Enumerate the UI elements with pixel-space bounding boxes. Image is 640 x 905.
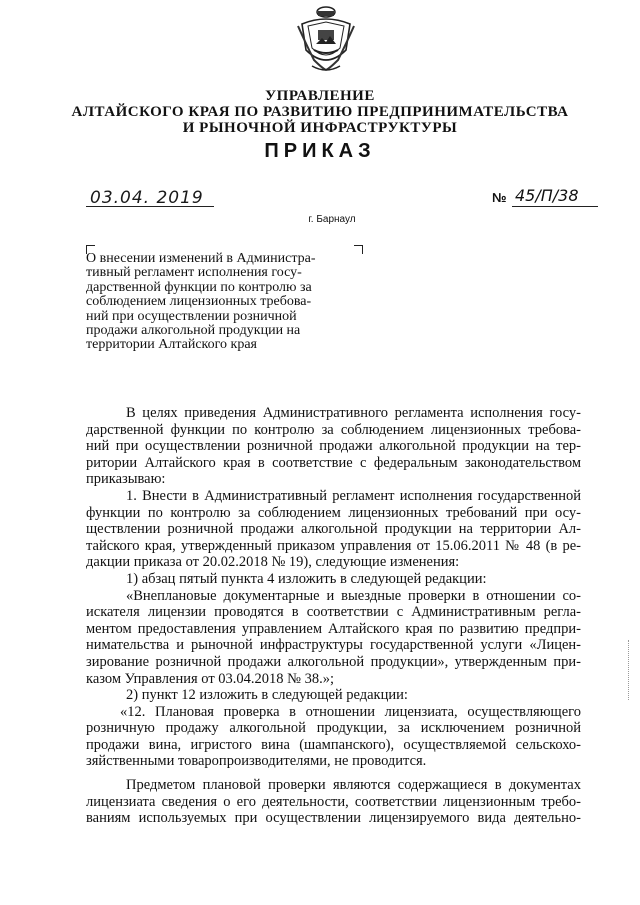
date-underline — [86, 206, 214, 207]
body-line: ваниям используемых при осуществлении лицензируемого вида деятельно- — [86, 810, 581, 827]
document-subject — [86, 252, 362, 353]
body-line: ществлении розничной продажи алкогольной продукции на территории Ал- — [86, 521, 581, 538]
body-line: приказываю: — [86, 471, 166, 488]
body-line: функции по контролю за соблюдением лицензионных требований при осу- — [86, 504, 581, 521]
document-number: 45/П/38 — [515, 186, 579, 205]
subject-line: соблюдением лицензионных требова- — [86, 294, 312, 310]
body-line: ний при осуществлении розничной продажи алкогольной продукции на тер- — [86, 438, 581, 455]
scan-margin-mark — [628, 640, 630, 700]
body-line: Предметом плановой проверки являются содержащиеся в документах — [126, 777, 581, 794]
subject-line: продажи алкогольной продукции на — [86, 323, 301, 339]
subject-line: ний при осуществлении розничной — [86, 308, 297, 324]
org-name-line2: АЛТАЙСКОГО КРАЯ ПО РАЗВИТИЮ ПРЕДПРИНИМАТЕЛЬСТВА — [71, 104, 569, 120]
body-line: «12. Плановая проверка в отношении лицензиата, осуществляющего — [120, 703, 581, 720]
body-line: зирование розничной продажи алкогольной продукции», утвержденным при- — [86, 653, 581, 670]
body-line: розничную продажу алкогольной продукции, за исключением розничной — [86, 720, 581, 737]
coat-of-arms-emblem — [296, 4, 356, 76]
body-line: дарственной функции по контролю за соблюдением лицензионных требова- — [86, 421, 581, 438]
number-label: № — [492, 190, 507, 205]
city-name: г. Барнаул — [308, 214, 356, 225]
body-line: казом Управления от 03.04.2018 № 38.»; — [86, 670, 335, 687]
body-line: нимательства и рыночной инфраструктуры государственной услуги «Лицен- — [86, 637, 581, 654]
body-line: 2) пункт 12 изложить в следующей редакции: — [126, 687, 408, 704]
subject-line: территории Алтайского края — [86, 337, 257, 353]
number-underline — [512, 206, 598, 207]
body-line: В целях приведения Административного регламента исполнения госу- — [126, 405, 581, 421]
subject-line: дарственной функции по контролю за — [86, 279, 312, 295]
body-line: искателя лицензии проводятся в соответствии с Административным регла- — [86, 604, 581, 621]
org-name-line1: УПРАВЛЕНИЕ — [265, 88, 375, 104]
document-body — [86, 405, 581, 827]
subject-line: О внесении изменений в Администра- — [86, 251, 316, 266]
body-line: ритории Алтайского края в соответствие с федеральным законодательством — [86, 454, 581, 471]
subject-line: тивный регламент исполнения госу- — [86, 265, 302, 281]
body-line: «Внеплановые документарные и выездные проверки в отношении со- — [126, 587, 581, 604]
body-line: тайского края, утвержденный приказом управления от 15.06.2011 № 48 (в ре- — [86, 537, 581, 554]
org-name-line3: И РЫНОЧНОЙ ИНФРАСТРУКТУРЫ — [182, 120, 458, 136]
document-date: 03.04. 2019 — [90, 188, 204, 208]
body-line: 1. Внести в Административный регламент исполнения государственной — [126, 487, 581, 504]
document-title: ПРИКАЗ — [264, 140, 376, 162]
body-line: зяйственными товаропроизводителями, не проводится. — [86, 753, 427, 770]
body-line: лицензиата сведения о его деятельности, соответствии лицензионным требо- — [86, 793, 581, 810]
body-line: 1) абзац пятый пункта 4 изложить в следующей редакции: — [126, 570, 487, 587]
paragraph-gap — [86, 770, 581, 777]
body-line: продажи вина, игристого вина (шампанского), осуществляемой сельскохо- — [86, 736, 581, 753]
body-line: ментом предоставления управлением Алтайского края по развитию предпри- — [86, 620, 581, 637]
body-line: дакции приказа от 20.02.2018 № 19), следующие изменения: — [86, 554, 460, 571]
